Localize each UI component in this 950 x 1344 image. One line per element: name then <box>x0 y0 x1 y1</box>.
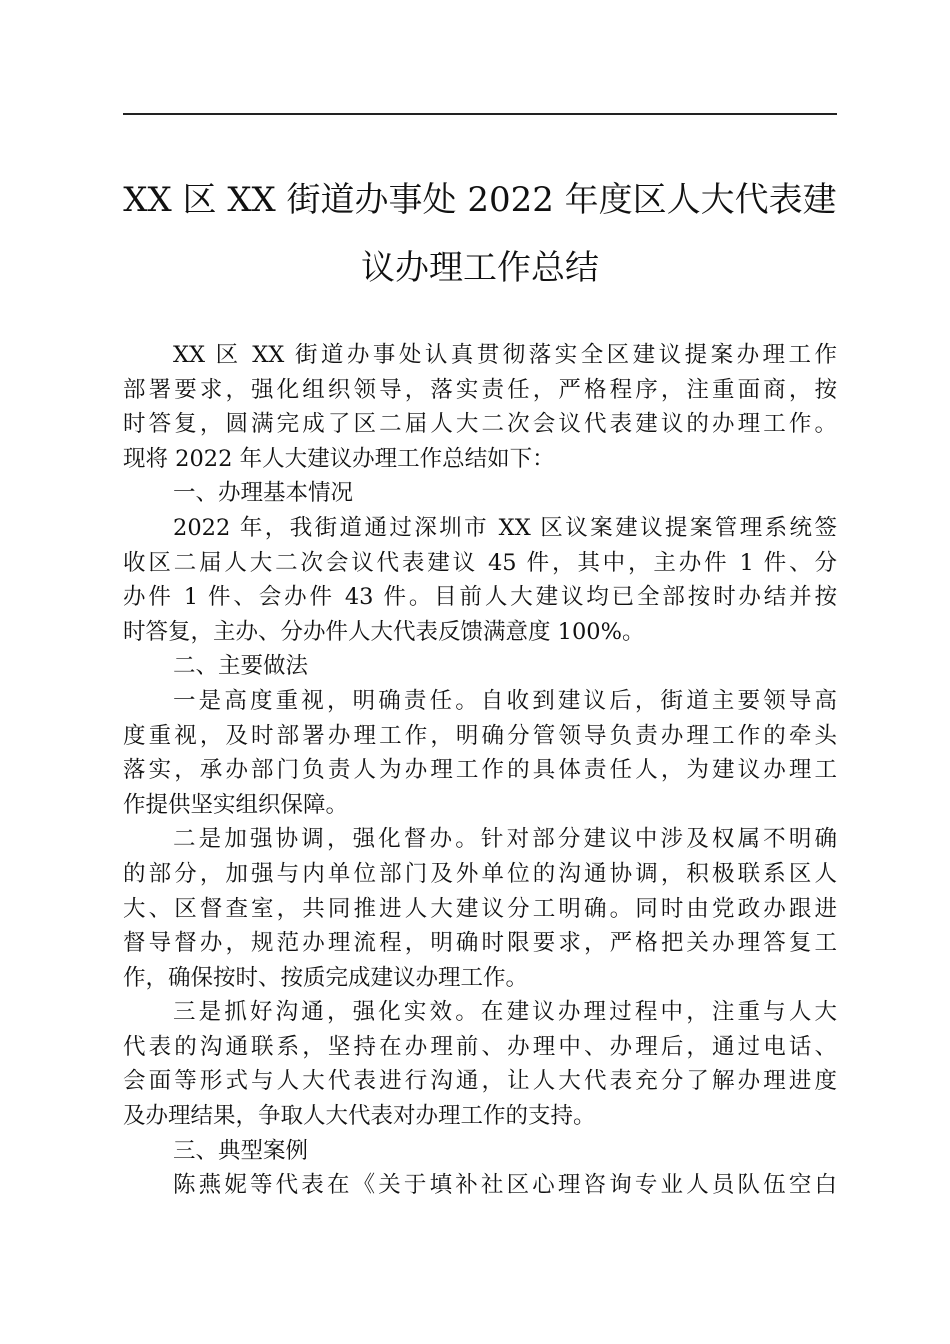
paragraph-practice-1-line: 作提供坚实组织保障。 <box>123 791 349 818</box>
paragraph-practice-1-line: 度重视，及时部署办理工作，明确分管领导负责办理工作的牵头 <box>123 722 837 749</box>
paragraph-intro-line: 部署要求，强化组织领导，落实责任，严格程序，注重面商，按 <box>123 376 837 403</box>
document-body <box>123 338 837 1203</box>
paragraph-practice-3-line: 会面等形式与人大代表进行沟通，让人大代表充分了解办理进度 <box>123 1068 837 1095</box>
document-title-line-1: XX 区 XX 街道办事处 2022 年度区人大代表建 <box>123 180 837 220</box>
paragraph-practice-3-line: 三是抓好沟通，强化实效。在建议办理过程中，注重与人大 <box>173 999 837 1026</box>
header-rule <box>123 113 837 115</box>
paragraph-case-line: 陈燕妮等代表在《关于填补社区心理咨询专业人员队伍空白 <box>173 1172 837 1199</box>
paragraph-practice-2-line: 的部分，加强与内单位部门及外单位的沟通协调，积极联系区人 <box>123 860 837 887</box>
paragraph-practice-2-line: 大、区督查室，共同推进人大建议分工明确。同时由党政办跟进 <box>123 895 837 922</box>
paragraph-intro-line: XX 区 XX 街道办事处认真贯彻落实全区建议提案办理工作 <box>173 342 837 368</box>
paragraph-practice-3-line: 代表的沟通联系，坚持在办理前、办理中、办理后，通过电话、 <box>123 1033 837 1060</box>
paragraph-practice-2-line: 二是加强协调，强化督办。针对部分建议中涉及权属不明确 <box>173 826 837 853</box>
section-heading-basic-situation: 一、办理基本情况 <box>173 480 354 507</box>
paragraph-practice-1-line: 落实，承办部门负责人为办理工作的具体责任人，为建议办理工 <box>123 757 837 784</box>
paragraph-practice-2-line: 督导督办，规范办理流程，明确时限要求，严格把关办理答复工 <box>123 930 837 957</box>
document-title-line-2: 议办理工作总结 <box>361 248 599 288</box>
paragraph-practice-2-line: 作，确保按时、按质完成建议办理工作。 <box>123 964 529 991</box>
paragraph-basic-line: 2022 年，我街道通过深圳市 XX 区议案建议提案管理系统签 <box>173 514 837 541</box>
paragraph-practice-3-line: 及办理结果，争取人大代表对办理工作的支持。 <box>123 1103 596 1130</box>
paragraph-intro-line: 现将 2022 年人大建议办理工作总结如下： <box>123 445 555 472</box>
paragraph-basic-line: 收区二届人大二次会议代表建议 45 件，其中，主办件 1 件、分 <box>123 549 837 576</box>
paragraph-basic-line: 办件 1 件、会办件 43 件。目前人大建议均已全部按时办结并按 <box>123 584 837 611</box>
section-heading-main-practices: 二、主要做法 <box>173 653 309 680</box>
paragraph-intro-line: 时答复，圆满完成了区二届人大二次会议代表建议的办理工作。 <box>123 411 837 438</box>
paragraph-practice-1-line: 一是高度重视，明确责任。自收到建议后，街道主要领导高 <box>173 687 837 714</box>
section-heading-typical-cases: 三、典型案例 <box>173 1137 309 1164</box>
paragraph-basic-line: 时答复，主办、分办件人大代表反馈满意度 100%。 <box>123 618 645 645</box>
